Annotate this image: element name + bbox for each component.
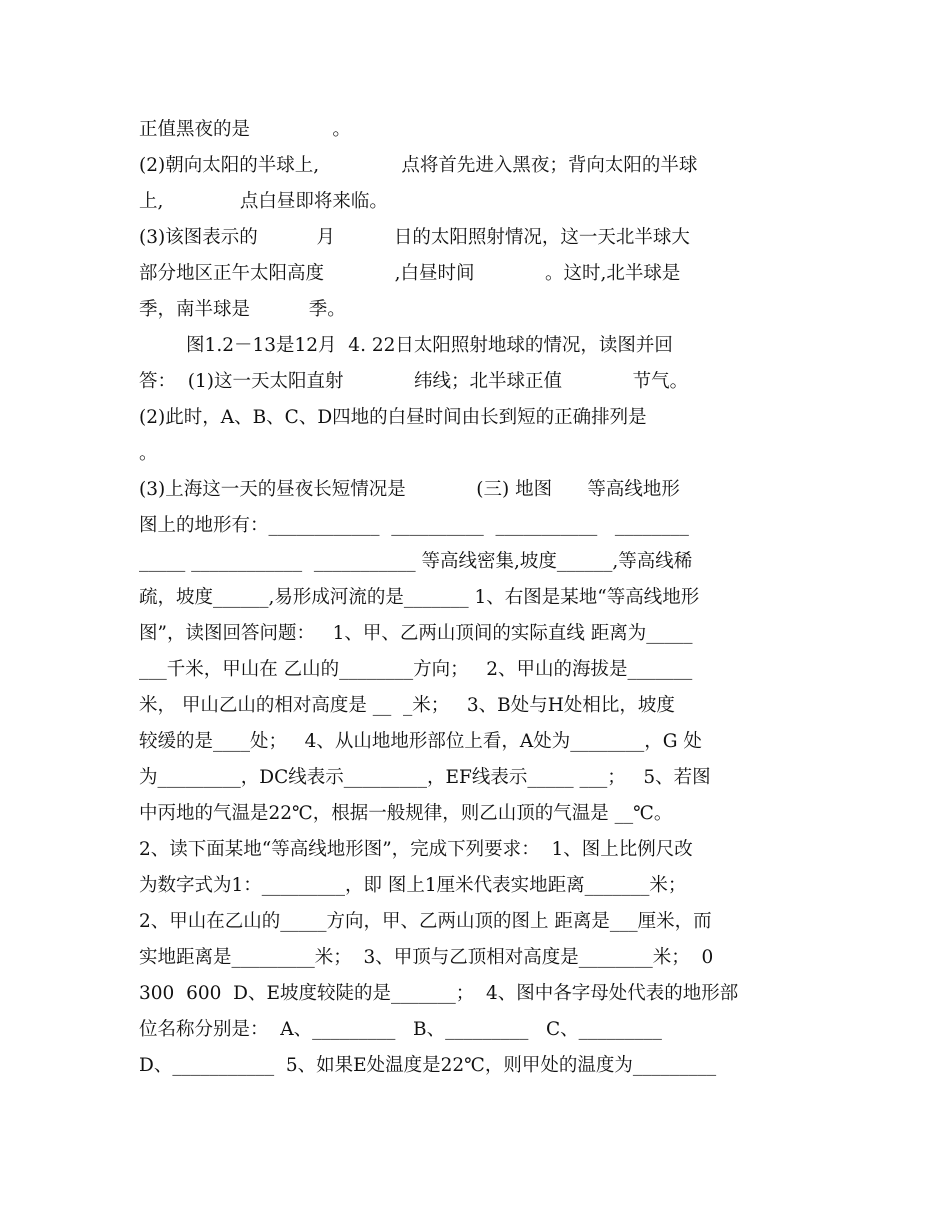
- text-line: D、___________ 5、如果E处温度是22℃，则甲处的温度为_________: [139, 1055, 717, 1076]
- text-line: _____ ____________ ___________ 等高线密集,坡度______,等高线稀: [139, 551, 693, 572]
- text-line: 实地距离是_________米； 3、甲顶与乙顶相对高度是________米； 0: [139, 947, 714, 968]
- text-line: (2)此时，A、B、C、D四地的白昼时间由长到短的正确排列是: [139, 407, 647, 428]
- text-line: 2、甲山在乙山的_____方向，甲、乙两山顶的图上 距离是___厘米，而: [139, 911, 712, 932]
- text-line: 300 600 D、E坡度较陡的是_______； 4、图中各字母处代表的地形部: [139, 983, 739, 1004]
- text-line: 2、读下面某地“等高线地形图”，完成下列要求： 1、图上比例尺改: [139, 839, 693, 860]
- text-line: ___千米，甲山在 乙山的________方向； 2、甲山的海拔是_______: [139, 659, 693, 680]
- text-line: 图1.2－13是12月 4. 22日太阳照射地球的情况，读图并回: [139, 335, 673, 356]
- text-line: 较缓的是____处； 4、从山地地形部位上看，A处为________，G 处: [139, 731, 702, 752]
- text-line: 正值黑夜的是 。: [139, 119, 351, 140]
- text-line: 位名称分别是： A、_________ B、_________ C、_________: [139, 1019, 662, 1040]
- text-line: 图”，读图回答问题： 1、甲、乙两山顶间的实际直线 距离为_____: [139, 623, 693, 644]
- text-line: 上, 点白昼即将来临。: [139, 191, 388, 212]
- text-line: 中丙地的气温是22℃，根据一般规律，则乙山顶的气温是 __℃。: [139, 803, 673, 824]
- text-line: 疏，坡度______,易形成河流的是_______ 1、右图是某地“等高线地形: [139, 587, 700, 608]
- text-line: (3)该图表示的 月 日的太阳照射情况，这一天北半球大: [139, 227, 690, 248]
- text-line: 图上的地形有：____________ __________ ___________ ________: [139, 515, 689, 536]
- text-line: 答： (1)这一天太阳直射 纬线；北半球正值 节气。: [139, 371, 689, 392]
- text-line: 米， 甲山乙山的相对高度是 __ _米； 3、B处与H处相比，坡度: [139, 695, 675, 716]
- text-line: 部分地区正午太阳高度 ,白昼时间 。这时,北半球是: [139, 263, 681, 284]
- text-line: 为数字式为1：_________，即 图上1厘米代表实地距离_______米；: [139, 875, 687, 896]
- text-line: (2)朝向太阳的半球上, 点将首先进入黑夜；背向太阳的半球: [139, 155, 698, 176]
- text-line: 。: [139, 443, 158, 464]
- text-line: (3)上海这一天的昼夜长短情况是 (三) 地图 等高线地形: [139, 479, 680, 500]
- text-line: 季，南半球是 季。: [139, 299, 346, 320]
- text-line: 为_________，DC线表示_________，EF线表示_____ ___； 5、若图: [139, 767, 711, 788]
